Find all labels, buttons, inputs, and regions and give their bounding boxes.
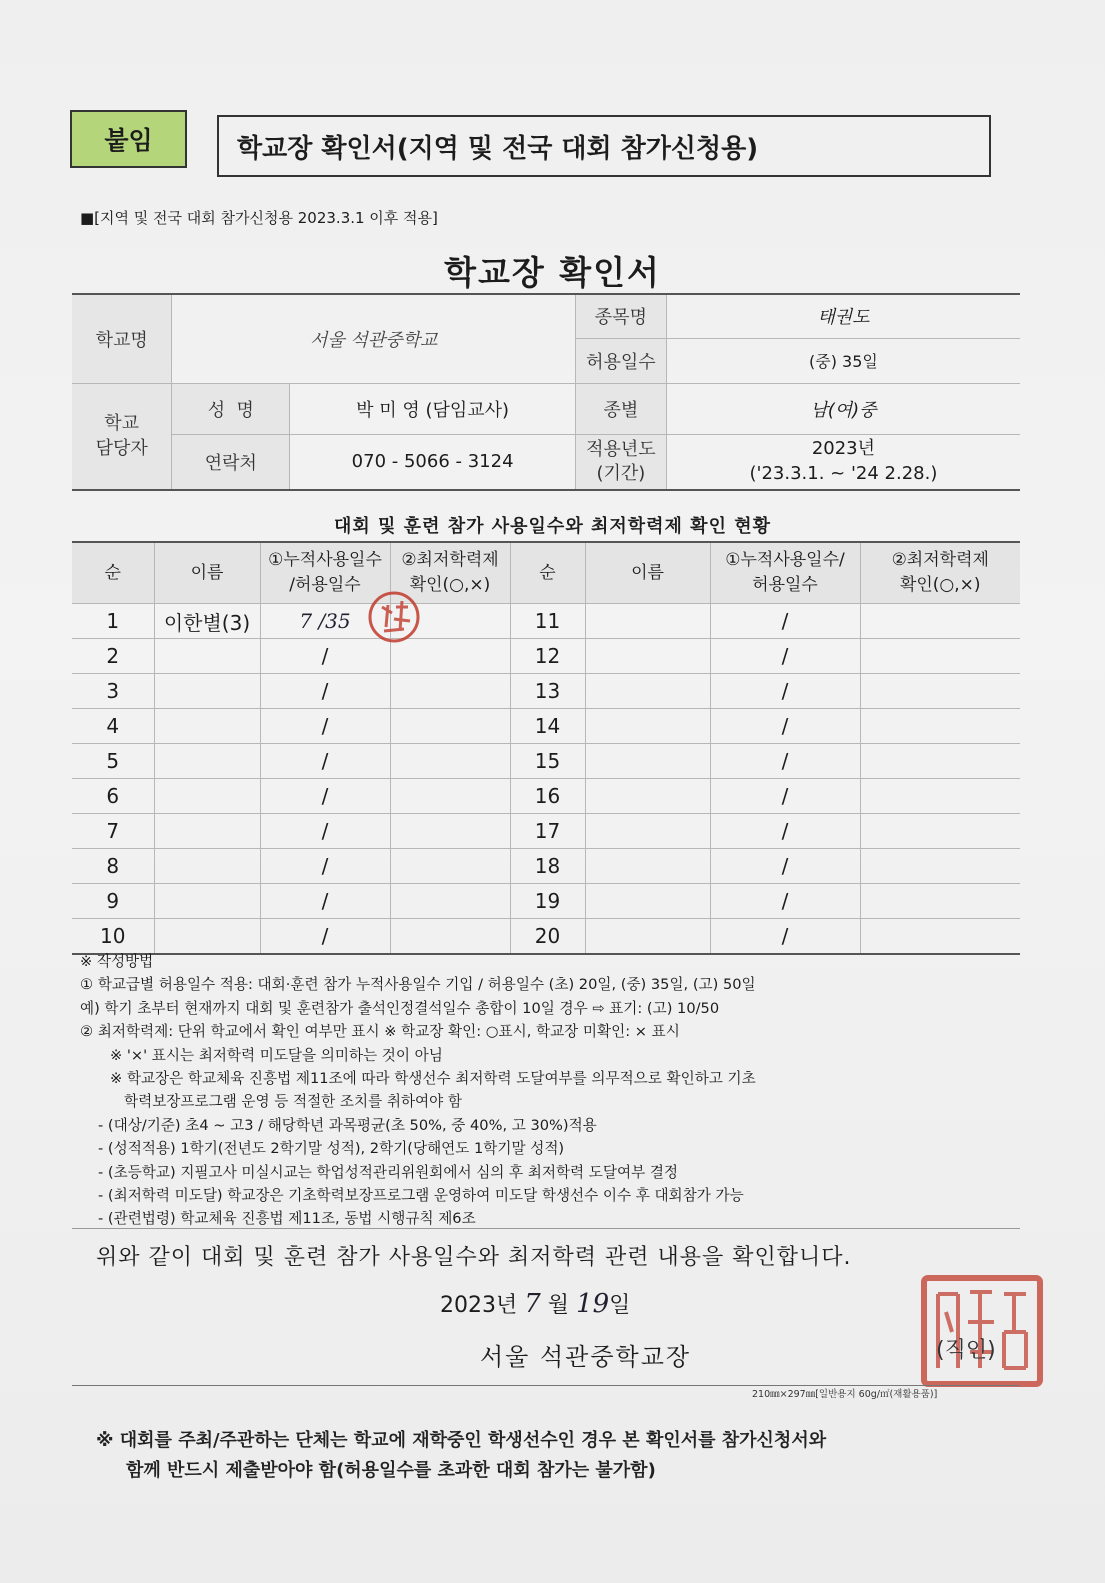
table-row [72, 639, 1020, 674]
instruction-line: - (초등학교) 지필고사 미실시교는 학업성적관리위원회에서 심의 후 최저학력 도달여부 결정 [98, 1163, 679, 1181]
min-academic-check [390, 919, 510, 955]
min-academic-check [860, 884, 1020, 919]
student-name [154, 744, 260, 779]
min-academic-check [860, 639, 1020, 674]
used-days: / [710, 849, 860, 884]
col-header-min-right: ②최저학력제 확인(○,×) [860, 542, 1020, 604]
gender-label: 종별 [575, 383, 666, 434]
student-name [154, 849, 260, 884]
min-academic-check [860, 849, 1020, 884]
used-days: / [710, 709, 860, 744]
instruction-line: - (관련법령) 학교체육 진흥법 제11조, 동법 시행규칙 제6조 [98, 1210, 476, 1228]
used-days: / [710, 604, 860, 639]
used-days: 7 /35 [260, 604, 390, 639]
official-seal [918, 1272, 1046, 1390]
instruction-line: ① 학교급별 허용일수 적용: 대회·훈련 참가 누적사용일수 기입 / 허용일수 (초) 20일, (중) 35일, (고) 50일 [80, 976, 756, 994]
divider [72, 1228, 1020, 1229]
min-academic-check [390, 779, 510, 814]
row-number: 10 [72, 919, 154, 955]
row-number: 4 [72, 709, 154, 744]
principal-name: 서울 석관중학교장 [480, 1343, 692, 1371]
table-header-row [72, 542, 1020, 604]
sport-value: 태권도 [666, 294, 1020, 338]
min-academic-check [860, 814, 1020, 849]
instruction-line: ※ '×' 표시는 최저학력 미도달을 의미하는 것이 아님 [110, 1046, 443, 1064]
student-name [585, 674, 710, 709]
min-academic-check [390, 709, 510, 744]
student-name [154, 709, 260, 744]
used-days: / [260, 919, 390, 955]
writing-instructions [80, 950, 1040, 1231]
instruction-line: - (대상/기준) 초4 ~ 고3 / 해당학년 과목평균(초 50%, 중 40%, 고 30%)적용 [98, 1116, 597, 1134]
used-days: / [710, 919, 860, 955]
table-row [72, 744, 1020, 779]
used-days: / [710, 814, 860, 849]
student-name [585, 639, 710, 674]
min-academic-check [860, 674, 1020, 709]
row-number: 2 [72, 639, 154, 674]
student-name [585, 779, 710, 814]
gender-value: 남(여)중 [666, 383, 1020, 434]
used-days: / [260, 674, 390, 709]
signature-date [440, 1288, 630, 1319]
min-academic-check [860, 709, 1020, 744]
year-label: 적용년도 (기간) [575, 434, 666, 490]
date-month-unit: 월 [547, 1293, 570, 1318]
used-days: / [260, 884, 390, 919]
min-academic-check [390, 744, 510, 779]
section-title: 대회 및 훈련 참가 사용일수와 최저학력제 확인 현황 [333, 516, 771, 537]
student-name [154, 884, 260, 919]
used-days: / [710, 744, 860, 779]
row-number: 20 [510, 919, 585, 955]
used-days: / [260, 814, 390, 849]
row-number: 17 [510, 814, 585, 849]
used-days: / [710, 639, 860, 674]
student-name [585, 884, 710, 919]
row-number: 8 [72, 849, 154, 884]
student-name [154, 674, 260, 709]
student-name [585, 919, 710, 955]
confirmation-statement: 위와 같이 대회 및 훈련 참가 사용일수와 최저학력 관련 내용을 확인합니다. [96, 1245, 852, 1270]
row-number: 11 [510, 604, 585, 639]
col-header-no: 순 [72, 542, 154, 604]
paper-spec: 210㎜×297㎜[일반용지 60g/㎡(재활용품)] [752, 1389, 938, 1400]
student-name [585, 709, 710, 744]
table-row [72, 709, 1020, 744]
school-name-label: 학교명 [72, 294, 172, 383]
row-number: 14 [510, 709, 585, 744]
teacher-name-label: 성 명 [172, 383, 290, 434]
phone-value: 070 - 5066 - 3124 [290, 434, 576, 490]
date-day: 19 [576, 1289, 610, 1319]
phone-label: 연락처 [172, 434, 290, 490]
used-days: / [710, 884, 860, 919]
footnote-line: ※ 대회를 주최/주관하는 단체는 학교에 재학중인 학생선수인 경우 본 확인서를 참가신청서와 [96, 1430, 827, 1451]
student-name [585, 604, 710, 639]
table-row [72, 919, 1020, 955]
row-number: 7 [72, 814, 154, 849]
instruction-line: ※ 학교장은 학교체육 진흥법 제11조에 따라 학생선수 최저학력 도달여부를 의무적으로 확인하고 기초 [110, 1070, 756, 1088]
table-row [72, 849, 1020, 884]
min-academic-check [860, 919, 1020, 955]
period-value: ('23.3.1. ~ '24 2.28.) [749, 462, 938, 484]
applicability-note: ■[지역 및 전국 대회 참가신청용 2023.3.1 이후 적용] [80, 209, 438, 227]
used-days: / [260, 779, 390, 814]
date-year: 2023년 [440, 1293, 518, 1318]
year-cell [666, 434, 1020, 490]
student-name [154, 779, 260, 814]
min-academic-check [860, 744, 1020, 779]
min-academic-check [860, 779, 1020, 814]
header-title: 학교장 확인서(지역 및 전국 대회 참가신청용) [217, 115, 991, 177]
seal-label: (직인) [936, 1338, 996, 1363]
student-name [154, 814, 260, 849]
col-header-days: ①누적사용일수 /허용일수 [260, 542, 390, 604]
row-number: 13 [510, 674, 585, 709]
table-row [72, 884, 1020, 919]
col-header-name: 이름 [154, 542, 260, 604]
school-name-value: 서울 석관중학교 [172, 294, 576, 383]
table-body [72, 604, 1020, 955]
min-academic-check [860, 604, 1020, 639]
row-number: 12 [510, 639, 585, 674]
date-month: 7 [524, 1289, 541, 1319]
participation-table [72, 541, 1020, 955]
row-number: 19 [510, 884, 585, 919]
min-academic-check [390, 814, 510, 849]
instruction-line: ※ 작성방법 [80, 953, 154, 970]
instruction-line: - (최저학력 미도달) 학교장은 기초학력보장프로그램 운영하여 미도달 학생선수 이수 후 대회참가 가능 [98, 1187, 744, 1205]
school-info-table [72, 293, 1020, 491]
col-header-no-right: 순 [510, 542, 585, 604]
row-number: 16 [510, 779, 585, 814]
small-seal-stamp [364, 587, 424, 647]
col-header-days-right: ①누적사용일수/ 허용일수 [710, 542, 860, 604]
allowed-days-value: (중) 35일 [666, 338, 1020, 383]
table-row [72, 604, 1020, 639]
contact-person-label: 학교 담당자 [72, 383, 172, 490]
row-number: 3 [72, 674, 154, 709]
year-value: 2023년 [811, 438, 876, 460]
sport-label: 종목명 [575, 294, 666, 338]
row-number: 18 [510, 849, 585, 884]
form-title: 학교장 확인서 [444, 253, 661, 292]
col-header-name-right: 이름 [585, 542, 710, 604]
used-days: / [710, 779, 860, 814]
footnote [96, 1426, 826, 1486]
table-row [72, 779, 1020, 814]
row-number: 9 [72, 884, 154, 919]
col-header-min: ②최저학력제 확인(○,×) [390, 542, 510, 604]
date-day-unit: 일 [609, 1293, 631, 1318]
student-name [585, 744, 710, 779]
instruction-line: 예) 학기 초부터 현재까지 대회 및 훈련참가 출석인정결석일수 총합이 10일 경우 ⇨ 표기: (고) 10/50 [80, 999, 720, 1017]
table-row [72, 814, 1020, 849]
used-days: / [710, 674, 860, 709]
used-days: / [260, 744, 390, 779]
footnote-line: 함께 반드시 제출받아야 함(허용일수를 초과한 대회 참가는 불가함) [126, 1460, 656, 1481]
allowed-days-label: 허용일수 [575, 338, 666, 383]
row-number: 5 [72, 744, 154, 779]
student-name [154, 639, 260, 674]
row-number: 1 [72, 604, 154, 639]
attachment-tag: 붙임 [70, 110, 187, 168]
instruction-line: ② 최저학력제: 단위 학교에서 확인 여부만 표시 ※ 학교장 확인: ○표시, 학교장 미확인: × 표시 [80, 1023, 680, 1041]
student-name [585, 814, 710, 849]
used-days: / [260, 709, 390, 744]
table-row [72, 674, 1020, 709]
min-academic-check [390, 849, 510, 884]
student-name [154, 919, 260, 955]
instruction-line: - (성적적용) 1학기(전년도 2학기말 성적), 2학기(당해연도 1학기말 성적) [98, 1140, 565, 1158]
student-name [585, 849, 710, 884]
min-academic-check [390, 674, 510, 709]
used-days: / [260, 849, 390, 884]
row-number: 6 [72, 779, 154, 814]
teacher-name-value: 박 미 영 (담임교사) [290, 383, 576, 434]
instruction-line: 학력보장프로그램 운영 등 적절한 조치를 취하여야 함 [124, 1093, 462, 1111]
row-number: 15 [510, 744, 585, 779]
student-name: 이한별(3) [154, 604, 260, 639]
used-days: / [260, 639, 390, 674]
min-academic-check [390, 884, 510, 919]
